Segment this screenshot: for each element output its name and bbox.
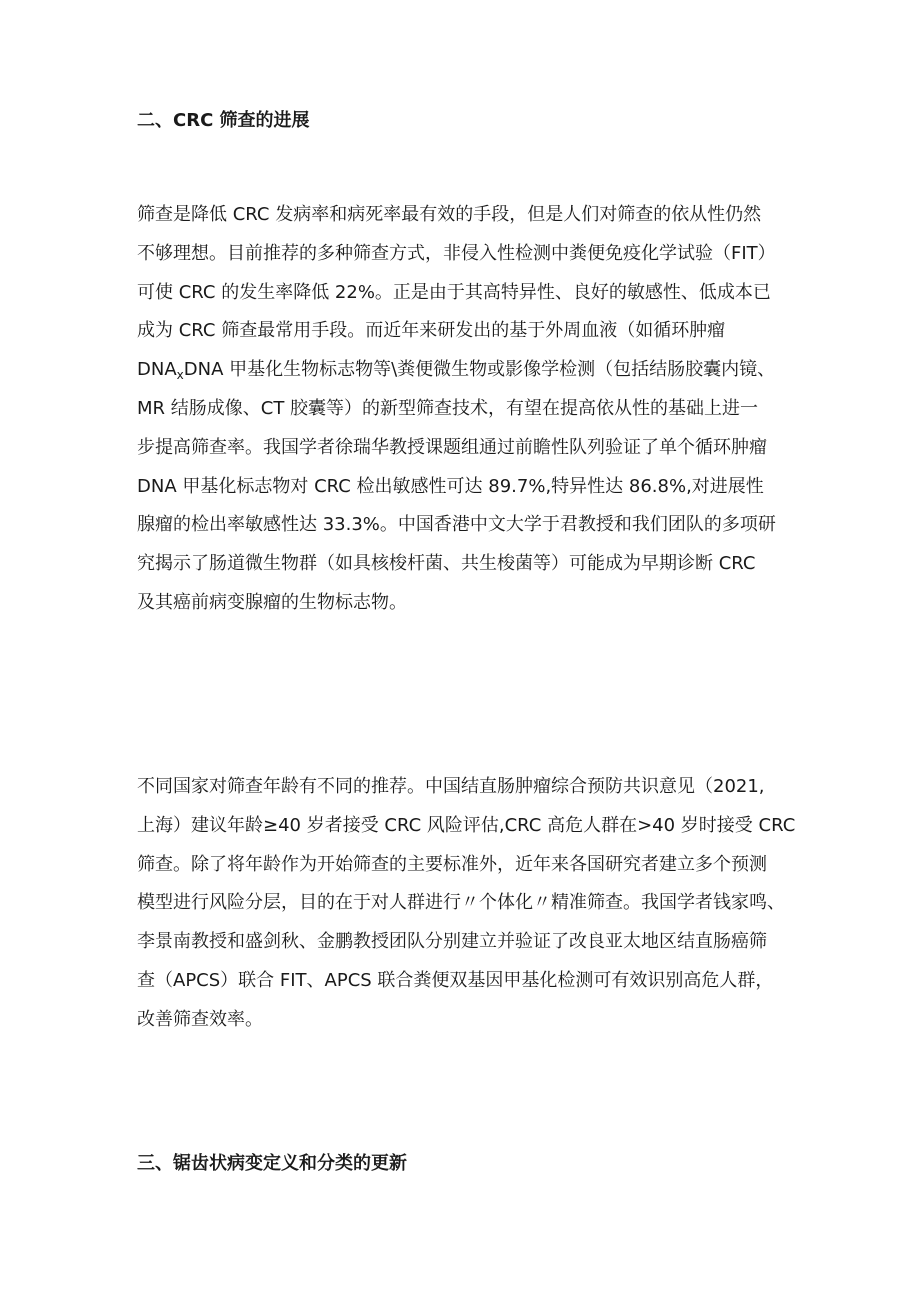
paragraph-line: DNA 甲基化标志物对 CRC 检出敏感性可达 89.7%,特异性达 86.8%,对进展性 [137,475,764,497]
section-heading-serrated-lesions: 三、锯齿状病变定义和分类的更新 [137,1153,407,1174]
paragraph-line: 不够理想。目前推荐的多种筛查方式，非侵入性检测中粪便免疫化学试验（FIT） [137,242,776,264]
paragraph-screening-methods [137,202,797,629]
paragraph-line: MR 结肠成像、CT 胶囊等）的新型筛查技术，有望在提高依从性的基础上进一 [137,397,759,419]
paragraph-line: 可使 CRC 的发生率降低 22%。正是由于其高特异性、良好的敏感性、低成本已 [137,281,771,303]
paragraph-line: 李景南教授和盛剑秋、金鹏教授团队分别建立并验证了改良亚太地区结直肠癌筛 [137,931,767,953]
line-text: DNA 甲基化生物标志物等\粪便微生物或影像学检测（包括结肠胶囊内镜、 [183,359,776,381]
section-heading-crc-screening: 二、CRC 筛查的进展 [137,110,310,131]
paragraph-line: 不同国家对筛查年龄有不同的推荐。中国结直肠肿瘤综合预防共识意见（2021, [137,776,765,797]
paragraph-line: 上海）建议年龄≥40 岁者接受 CRC 风险评估,CRC 高危人群在>40 岁时接受 CRC [137,814,796,836]
paragraph-line: 模型进行风险分层，目的在于对人群进行〃个体化〃精准筛查。我国学者钱家鸣、 [137,892,785,914]
paragraph-line: 腺瘤的检出率敏感性达 33.3%。中国香港中文大学于君教授和我们团队的多项研 [137,514,776,536]
paragraph-line [137,357,797,396]
paragraph-line: 步提高筛查率。我国学者徐瑞华教授课题组通过前瞻性队列验证了单个循环肿瘤 [137,436,767,458]
paragraph-line: 筛查是降低 CRC 发病率和病死率最有效的手段，但是人们对筛查的依从性仍然 [137,204,762,225]
paragraph-line: 成为 CRC 筛查最常用手段。而近年来研发出的基于外周血液（如循环肿瘤 [137,320,726,342]
paragraph-line: 及其癌前病变腺瘤的生物标志物。 [137,591,407,613]
paragraph-screening-age [137,774,797,1046]
paragraph-line: 查（APCS）联合 FIT、APCS 联合粪便双基因甲基化检测可有效识别高危人群， [137,969,774,991]
subscript-text: x [176,368,184,383]
paragraph-line: 筛查。除了将年龄作为开始筛查的主要标准外，近年来各国研究者建立多个预测 [137,853,767,875]
paragraph-line: 究揭示了肠道微生物群（如具核梭杆菌、共生梭菌等）可能成为早期诊断 CRC [137,553,756,575]
paragraph-line: 改善筛查效率。 [137,1008,263,1030]
line-text: DNA [137,359,177,381]
